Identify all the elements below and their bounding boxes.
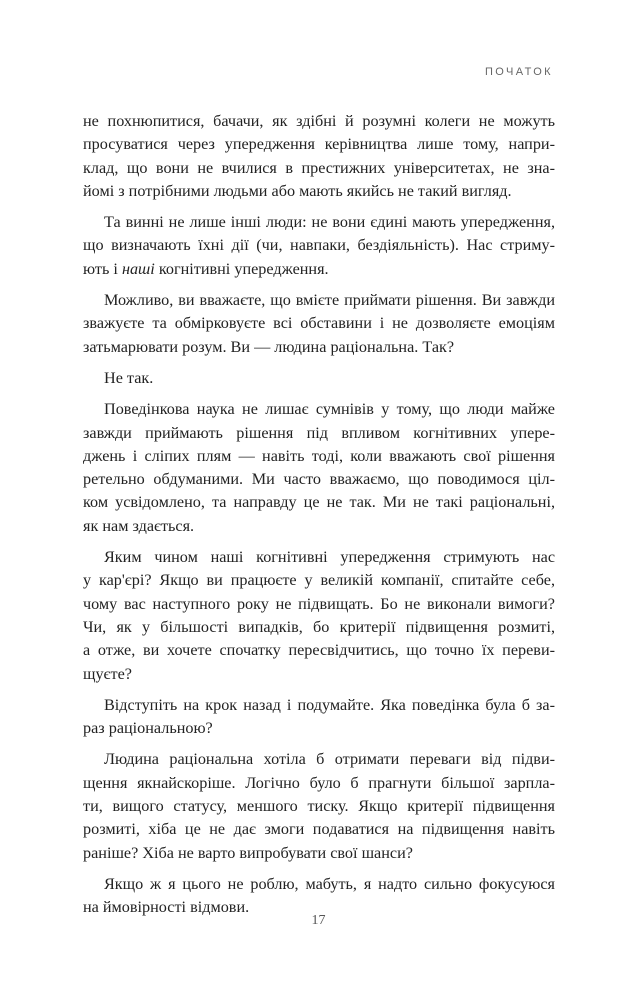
paragraph (83, 211, 555, 281)
text-line: як нам здається. (83, 516, 195, 535)
running-head: ПОЧАТОК (484, 66, 553, 78)
text-line: не похнюпитися, бачачи, як здібні й розумні колеги не можуть (83, 112, 555, 130)
emphasis-text: наші (121, 259, 155, 278)
text-line: зважуєте та обмірковуєте всі обставини і не дозволяєте емоціям (83, 314, 555, 333)
text-line: раніше? Хіба не варто випробувати свої шанси? (83, 843, 413, 862)
text-line: Якщо ж я цього не роблю, мабуть, я надто сильно фокусуюся (104, 874, 555, 893)
text-line: розмиті, хіба це не дає змоги подаватися на підвищення навіть (83, 820, 555, 839)
text-line: Можливо, ви вважаєте, що вмієте приймати рішення. Ви завжди (104, 291, 555, 310)
text-line: щуєте? (83, 664, 132, 683)
paragraph-continued (83, 110, 555, 203)
text-line: ють і наші когнітивні упередження. (83, 259, 329, 278)
page-number: 17 (311, 913, 326, 928)
text-line: затьмарювати розум. Ви — людина раціональна. Так? (83, 337, 455, 356)
text-line: ретельно обдуманими. Ми часто вважаємо, що поводимося ціл- (83, 470, 555, 489)
text-line: Чи, як у більшості випадків, бо критерії підвищення розмиті, (83, 617, 555, 636)
paragraph (83, 546, 555, 686)
text-line: Людина раціональна хотіла б отримати переваги від підви- (104, 750, 555, 769)
text-line: Не так. (104, 368, 154, 387)
text-line: просуватися через упередження керівництва лише тому, напри- (83, 135, 555, 154)
paragraph (83, 694, 555, 741)
text-line: клад, що вони не вчилися в престижних університетах, не зна- (83, 158, 555, 177)
text-line: ком усвідомлено, та направду це не так. Ми не такі раціональні, (83, 493, 555, 512)
paragraph (83, 289, 555, 359)
page-body-text (83, 110, 555, 928)
text-line: у кар'єрі? Якщо ви працюєте у великій компанії, спитайте себе, (83, 571, 555, 590)
text-line: йомі з потрібними людьми або мають якийсь не такий вигляд. (83, 181, 512, 200)
text-line: завжди приймають рішення під впливом когнітивних упере- (83, 423, 555, 442)
text-line: Яким чином наші когнітивні упередження стримують нас (104, 548, 555, 567)
text-line: чому вас наступного року не підвищать. Бо не виконали вимоги? (83, 594, 555, 613)
text-line: ти, вищого статусу, меншого тиску. Якщо критерії підвищення (83, 797, 555, 816)
paragraph (83, 367, 555, 390)
text-line: а отже, ви хочете спочатку пересвідчитись, що точно їх переви- (83, 641, 555, 660)
text-line: Відступіть на крок назад і подумайте. Яка поведінка була б за- (104, 695, 555, 714)
text-line: щення якнайскоріше. Логічно було б прагнути більшої зарпла- (83, 773, 555, 792)
text-line: що визначають їхні дії (чи, навпаки, бездіяльність). Нас стриму- (83, 236, 555, 255)
paragraph (83, 748, 555, 864)
text-line: Поведінкова наука не лишає сумнівів у тому, що люди майже (104, 400, 555, 419)
text-line: джень і сліпих плям — навіть тоді, коли вважають свої рішення (83, 446, 555, 465)
text-line: на ймовірності відмови. (83, 898, 250, 917)
text-line: Та винні не лише інші люди: не вони єдині мають упередження, (104, 213, 555, 232)
paragraph (83, 398, 555, 538)
text-line: раз раціональною? (83, 719, 213, 738)
